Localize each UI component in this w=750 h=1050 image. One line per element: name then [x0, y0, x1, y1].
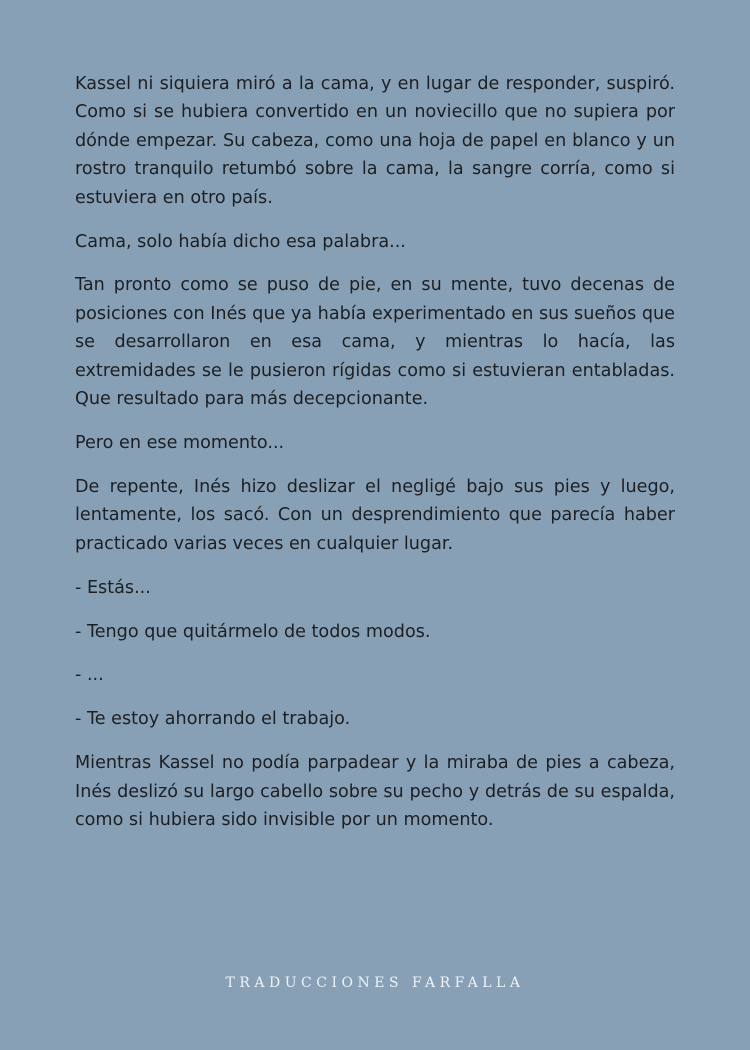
paragraph: Mientras Kassel no podía parpadear y la miraba de pies a cabeza, Inés deslizó su largo cabello sobre su pecho y detrás de su espalda, como si hubiera sido invisible por un momento. — [75, 753, 675, 831]
footer-credit: TRADUCCIONES FARFALLA — [225, 975, 525, 991]
page-body — [75, 70, 675, 850]
dialogue-line: - ... — [75, 665, 104, 686]
paragraph: De repente, Inés hizo deslizar el negligé bajo sus pies y luego, lentamente, los sacó. Con un desprendimiento que parecía haber practicado varias veces en cualquier lugar. — [75, 476, 675, 554]
dialogue-line: - Estás... — [75, 577, 151, 598]
paragraph: Kassel ni siquiera miró a la cama, y en lugar de responder, suspiró. Como si se hubiera convertido en un noviecillo que no supiera por dónde empezar. Su cabeza, como una hoja de papel en blanco y un rostro tranquilo retumbó sobre la cama, la sangre corría, como si estuviera en otro país. — [75, 74, 675, 208]
dialogue-line: - Tengo que quitármelo de todos modos. — [75, 621, 431, 642]
paragraph: Cama, solo había dicho esa palabra... — [75, 231, 406, 252]
dialogue-line: - Te estoy ahorrando el trabajo. — [75, 709, 351, 730]
paragraph: Pero en ese momento... — [75, 432, 285, 453]
paragraph: Tan pronto como se puso de pie, en su mente, tuvo decenas de posiciones con Inés que ya había experimentado en sus sueños que se desarrollaron en esa cama, y mientras lo hacía, las extremidades se le pusieron rígidas como si estuvieran entabladas. Que resultado para más decepcionante. — [75, 275, 675, 410]
